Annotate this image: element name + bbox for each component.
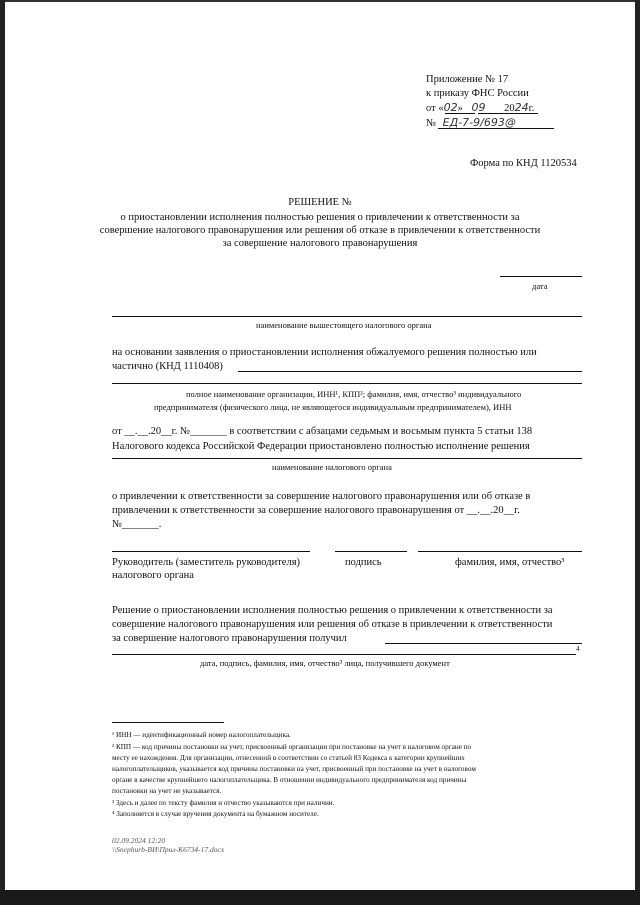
decision-line-1: о привлечении к ответственности за совершение налогового правонарушения или об отказе в (112, 491, 531, 502)
authority-field-line (112, 316, 582, 317)
title-sub-1: о приостановлении исполнения полностью решения о привлечении к ответственности за (120, 212, 520, 223)
order-date: от «02» 09 2024г. (426, 101, 535, 114)
from-line: от __.__.20__г. №_______ в соответствии с абзацами седьмым и восьмым пункта 5 статьи 138 (112, 426, 533, 437)
date-label: дата (532, 281, 548, 291)
appendix-label: Приложение № 17 (426, 74, 509, 85)
head-label-1: Руководитель (заместитель руководителя) (112, 557, 301, 568)
scan-edge-bottom (0, 890, 640, 905)
footnote-ref-4: 4 (576, 645, 580, 653)
tax-authority-field-line (112, 458, 582, 459)
decision-line-3: №_______. (112, 519, 162, 530)
footnote-2-line-4: органе в качестве крупнейшего налогоплательщика. В отношении индивидуального предпринимателя код причины (112, 776, 467, 784)
footnote-4: ⁴ Заполняется в случае вручения документа на бумажном носителе. (112, 810, 319, 818)
authority-label: наименование вышестоящего налогового органа (256, 320, 432, 330)
head-label-2: налогового органа (112, 570, 194, 581)
order-number-value: ЕД-7-9/693@ (442, 116, 516, 129)
received-label: дата, подпись, фамилия, имя, отчество³ лица, получившего документ (200, 658, 450, 668)
basis-line-1: на основании заявления о приостановлении исполнения обжалуемого решения полностью или (112, 347, 537, 358)
order-month: 09 (471, 101, 486, 114)
footnote-2-line-1: ² КПП — код причины постановки на учет, присвоенный организации при постановке на учет в налоговом органе по (112, 743, 472, 751)
footnote-2-line-5: постановки на учет не указывается. (112, 787, 222, 795)
footnote-2-line-3: налогоплательщиков, указывается код причины постановки на учет, присвоенный при постановке на учет в налоговом (112, 765, 476, 773)
basis-line-2: частично (КНД 1110408) (112, 361, 223, 372)
decision-line-2: привлечении к ответственности за совершение налогового правонарушения от __.__.20__г. (112, 505, 520, 516)
order-number: № ЕД-7-9/693@ (426, 116, 516, 129)
footnote-2-line-2: месту ее нахождения. Для организации, отнесенной в соответствии со статьей 83 Кодекса к категории крупнейших (112, 754, 465, 762)
scan-edge-top (0, 0, 640, 2)
footnote-divider (112, 722, 224, 723)
order-year: 24 (514, 101, 529, 114)
form-code: Форма по КНД 1120534 (470, 158, 577, 169)
scan-edge-left (0, 0, 5, 905)
received-line-3: за совершение налогового правонарушения получил (112, 633, 347, 644)
title-sub-3: за совершение налогового правонарушения (222, 238, 418, 249)
file-stamp-path: \\Snephurb-ВИ\Прил-К6734-17.docx (112, 845, 225, 854)
order-day: 02 (443, 101, 458, 114)
scan-edge-right (635, 0, 640, 905)
date-field-line (500, 276, 582, 277)
code-line: Налогового кодекса Российской Федерации приостановлено полностью исполнение решения (112, 441, 530, 452)
footnote-1: ¹ ИНН — идентификационный номер налогоплательщика. (112, 731, 291, 739)
file-stamp-date: 02.09.2024 12:20 (112, 836, 166, 845)
signature-label: подпись (345, 557, 382, 568)
received-line-2: совершение налогового правонарушения или решения об отказе в привлечении к ответственности (112, 619, 553, 630)
page-title: РЕШЕНИЕ № (288, 197, 352, 208)
fio-label: фамилия, имя, отчество³ (455, 557, 565, 568)
tax-authority-label: наименование налогового органа (272, 462, 392, 472)
order-label: к приказу ФНС России (426, 88, 529, 99)
received-line-1: Решение о приостановлении исполнения полностью решения о привлечении к ответственности за (112, 605, 553, 616)
applicant-label-2: предпринимателя (физического лица, не являющегося индивидуальным предпринимателем), ИНН (154, 402, 512, 412)
applicant-label-1: полное наименование организации, ИНН¹, КПП²; фамилия, имя, отчество³ индивидуального (186, 389, 522, 399)
title-sub-2: совершение налогового правонарушения или решения об отказе в привлечении к ответственности (99, 225, 541, 236)
footnote-3: ³ Здесь и далее по тексту фамилия и отчество указываются при наличии. (112, 799, 335, 807)
